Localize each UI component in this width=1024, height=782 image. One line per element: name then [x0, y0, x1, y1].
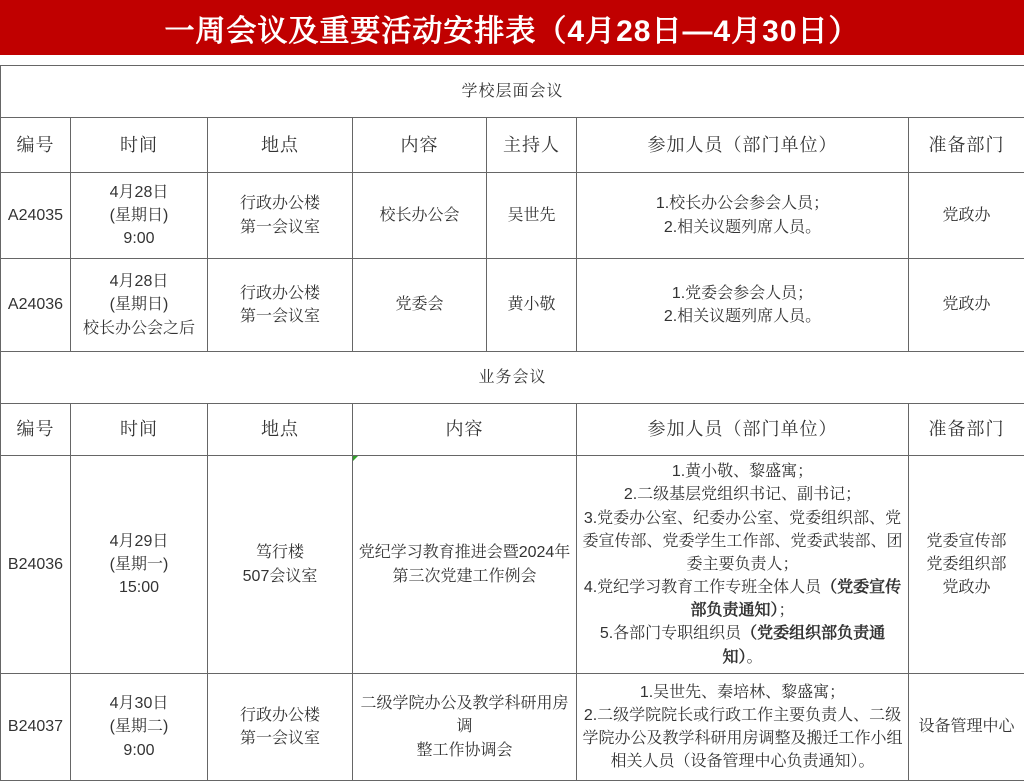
cell-participants: 1.党委会参会人员； 2.相关议题列席人员。: [577, 259, 909, 352]
section-row-school: [1, 66, 1024, 118]
cell-content: 二级学院办公及教学科研用房调 整工作协调会: [353, 674, 577, 781]
cell-id: A24036: [1, 259, 71, 352]
header-row-school: [1, 118, 1024, 173]
table-row-b24037: [1, 674, 1024, 781]
cell-content: 党委会: [353, 259, 487, 352]
cell-time: 4月30日 (星期二) 9:00: [71, 674, 208, 781]
header-id: 编号: [1, 118, 71, 173]
table-row-b24036: [1, 456, 1024, 674]
cell-participants: 1.吴世先、秦培林、黎盛寓； 2.二级学院院长或行政工作主要负责人、二级学院办公及教学科研用房调整及搬迁工作小组相关人员（设备管理中心负责通知）。: [577, 674, 909, 781]
header-host: 主持人: [487, 118, 577, 173]
header-row-business: [1, 404, 1024, 456]
header-prepare: 准备部门: [909, 118, 1024, 173]
cell-content: 校长办公会: [353, 173, 487, 259]
cell-time: 4月28日 (星期日) 9:00: [71, 173, 208, 259]
cell-prepare: 设备管理中心: [909, 674, 1024, 781]
cell-id: B24036: [1, 456, 71, 674]
header-content: 内容: [353, 118, 487, 173]
cell-prepare: 党政办: [909, 173, 1024, 259]
cell-host: 黄小敬: [487, 259, 577, 352]
cell-location: 行政办公楼 第一会议室: [208, 173, 353, 259]
table-row-a24035: [1, 173, 1024, 259]
header-participants: 参加人员（部门单位）: [577, 118, 909, 173]
header-content: 内容: [353, 404, 577, 456]
cell-participants: 1.黄小敬、黎盛寓； 2.二级基层党组织书记、副书记； 3.党委办公室、纪委办公室、党委组织部、党委宣传部、党委学生工作部、党委武装部、团委主要负责人； 4.党纪学习教育工作专班全体人员（党委宣传部负责通知）； 5.各部门专职组织员（党委组织部负责通知）。: [577, 456, 909, 674]
header-id: 编号: [1, 404, 71, 456]
cell-id: A24035: [1, 173, 71, 259]
header-participants: 参加人员（部门单位）: [577, 404, 909, 456]
cell-content-text: 党纪学习教育推进会暨2024年 第三次党建工作例会: [358, 544, 571, 585]
header-location: 地点: [208, 404, 353, 456]
header-prepare: 准备部门: [909, 404, 1024, 456]
cell-id: B24037: [1, 674, 71, 781]
header-time: 时间: [71, 118, 208, 173]
cell-location: 行政办公楼 第一会议室: [208, 259, 353, 352]
section-row-business: [1, 352, 1024, 404]
comment-marker-icon: [353, 456, 358, 461]
cell-prepare: 党政办: [909, 259, 1024, 352]
cell-time: 4月28日 (星期日) 校长办公会之后: [71, 259, 208, 352]
page-title: 一周会议及重要活动安排表（4月28日—4月30日）: [164, 14, 860, 48]
cell-host: 吴世先: [487, 173, 577, 259]
cell-time: 4月29日 (星期一) 15:00: [71, 456, 208, 674]
cell-location: 行政办公楼 第一会议室: [208, 674, 353, 781]
section-title-school: 学校层面会议: [1, 66, 1024, 118]
section-title-business: 业务会议: [1, 352, 1024, 404]
cell-location: 笃行楼 507会议室: [208, 456, 353, 674]
header-location: 地点: [208, 118, 353, 173]
title-table-gap: [0, 55, 1024, 65]
cell-content: [353, 456, 577, 674]
cell-prepare: 党委宣传部 党委组织部 党政办: [909, 456, 1024, 674]
cell-participants: 1.校长办公会参会人员； 2.相关议题列席人员。: [577, 173, 909, 259]
table-row-a24036: [1, 259, 1024, 352]
page-title-banner: [0, 0, 1024, 55]
header-time: 时间: [71, 404, 208, 456]
meeting-schedule-table: [0, 65, 1024, 781]
